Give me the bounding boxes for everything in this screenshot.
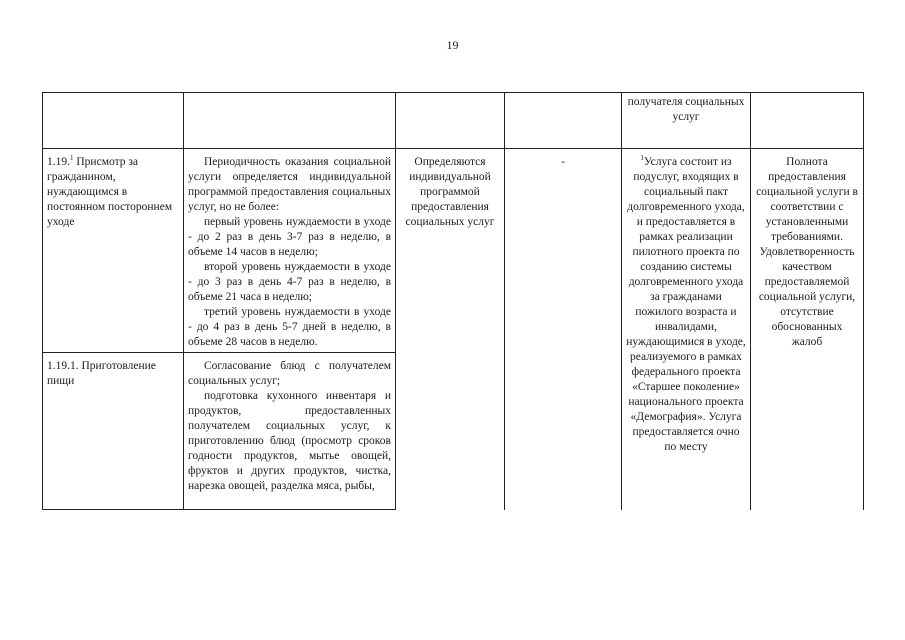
table-cell <box>622 93 751 149</box>
conditions-cell <box>622 149 751 510</box>
footnote-mark: 1 <box>640 154 644 163</box>
description-paragraph: второй уровень нуждаемости в уходе - до 3 раз в день 4-7 раз в неделю, в объеме 21 часа в неделю; <box>188 261 391 303</box>
description-paragraph: Периодичность оказания социальной услуги определяется индивидуальной программой предоставления социальных услуг, но не более: <box>188 156 391 213</box>
cost-cell <box>505 149 622 510</box>
service-name-cell <box>43 149 184 353</box>
deadline-text: Определяются индивидуальной программой предоставления социальных услуг <box>405 156 495 228</box>
services-table <box>42 92 864 510</box>
service-number: 1.19. <box>47 156 70 168</box>
service-name: Присмотр за гражданином, нуждающимся в постоянном постороннем уходе <box>47 156 173 228</box>
footnote-mark: 1 <box>70 154 74 163</box>
table-cell <box>396 93 505 149</box>
page-number: 19 <box>446 38 459 52</box>
table-cell <box>751 93 864 149</box>
service-name: 1.19.1. Приготовление пищи <box>47 360 156 387</box>
table-row <box>43 149 864 353</box>
description-paragraph: Согласование блюд с получателем социальных услуг; <box>188 360 391 387</box>
table-cell <box>43 93 184 149</box>
service-description-cell <box>184 149 396 353</box>
deadline-cell <box>396 149 505 510</box>
quality-cell <box>751 149 864 510</box>
service-name-cell <box>43 353 184 510</box>
table-cell <box>505 93 622 149</box>
service-description-cell <box>184 353 396 510</box>
table-cell <box>184 93 396 149</box>
description-paragraph: третий уровень нуждаемости в уходе - до 4 раз в день 5-7 дней в неделю, в объеме 28 часов в неделю. <box>188 306 391 348</box>
cost-text: - <box>561 156 565 168</box>
description-paragraph: первый уровень нуждаемости в уходе - до 2 раз в день 3-7 раз в неделю, в объеме 14 часов в неделю; <box>188 216 391 258</box>
description-paragraph: подготовка кухонного инвентаря и продуктов, предоставленных получателем социальных услуг, к приготовлению блюд (просмотр сроков годности продуктов, мытье овощей, фруктов и других продуктов, чистка, нарезка овощей, разделка мяса, рыбы, <box>188 390 391 492</box>
conditions-text: Услуга состоит из подуслуг, входящих в социальный пакт долговременного ухода, и предоставляется в рамках реализации пилотного проекта по созданию системы долговременного ухода за гражданами пожилого возраста и инвалидами, нуждающимися в уходе, реализуемого в рамках федерального проекта «Старшее поколение» национального проекта «Демография». Услуга предоставляется очно по месту <box>626 156 746 453</box>
quality-text: Полнота предоставления социальной услуги в соответствии с установленными требованиями. Удовлетворенность качеством предоставляемой социальной услуги, отсутствие обоснованных жалоб <box>756 156 858 348</box>
table-row <box>43 93 864 149</box>
recipient-text: получателя социальных услуг <box>627 96 745 123</box>
